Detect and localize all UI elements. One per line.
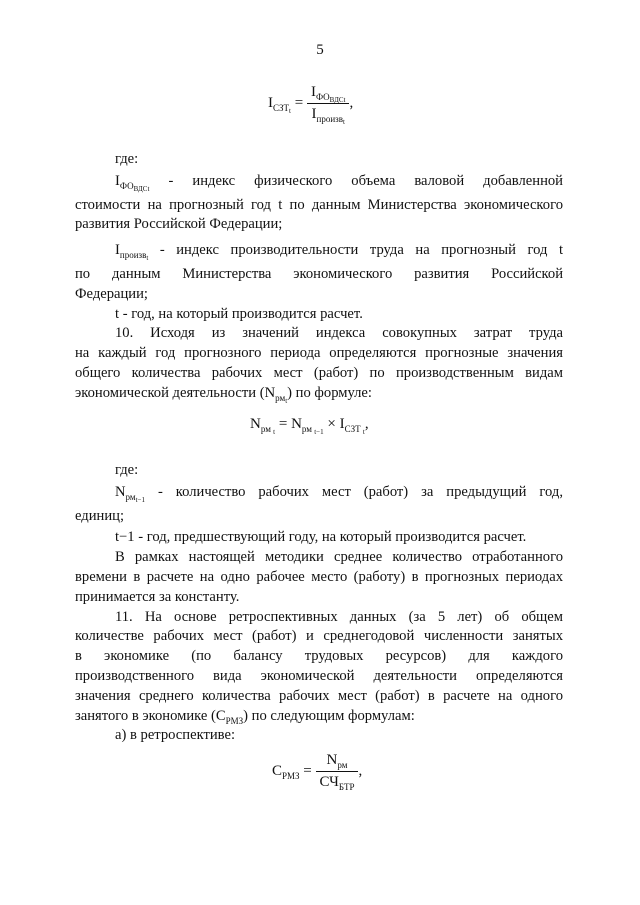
paragraph-11-line3: в экономике (по балансу трудовых ресурсов) для каждого <box>75 648 563 665</box>
paragraph-10-line2: на каждый год прогнозного периода определяются прогнозные значения <box>75 345 563 362</box>
where-label-2: где: <box>115 462 139 478</box>
formula3-lhs: $С_{РМЗ}$ <box>272 762 300 781</box>
formula1-equals: = <box>294 94 304 111</box>
item-a-retrospective: а) в ретроспективе: <box>115 727 235 744</box>
formula3-numerator: $N_{рм}$ <box>316 752 359 772</box>
definition-prev-workplaces-line2: единиц; <box>75 507 125 524</box>
where-label-1: где: <box>115 151 139 167</box>
definition-prev-workplaces: $N_{рм_{t-1}}$ - количество рабочих мест (работ) за предыдущий год, <box>115 483 564 504</box>
definition-productivity-line2: по данным Министерства экономического развития Российской <box>75 265 563 282</box>
formula2-prev: $N_{рм _{t-1}}$ <box>291 416 324 436</box>
formula-workplaces-per-employed: $С_{РМЗ}$ = $\frac{N_{рм}}{СЧ_{БТР}}$ , <box>272 752 363 792</box>
definition-gva-line2: стоимости на прогнозный год t по данным Министерства экономического <box>75 196 563 213</box>
page-number: 5 <box>316 42 324 58</box>
definition-gva-line3: развития Российской Федерации; <box>75 216 283 233</box>
formula1-denominator: $I_{произв_t}$ <box>311 106 345 126</box>
definition-t-minus-1: t−1 - год, предшествующий году, на который производится расчет. <box>115 529 527 546</box>
definition-gva-index: $I_{ФО_{ВДСt}}$ - индекс физического объема валовой добавленной <box>115 172 563 193</box>
gva-index-symbol: $I_{ФО_{ВДСt}}$ <box>115 172 150 193</box>
formula-workplaces: $N_{рм _t} = N_{рм _{t-1}} \times I_{СЗТ _t}$, <box>250 416 369 436</box>
paragraph-const-line2: времени в расчете на одно рабочее место (работу) в прогнозных периодах <box>75 568 563 585</box>
formula1-numerator: $I_{ФО_{ВДСt}}$ <box>307 84 350 104</box>
productivity-index-symbol: $I_{произв_t}$ <box>115 242 149 263</box>
definitions-block-2 <box>75 461 563 746</box>
paragraph-11-line2: количестве рабочих мест (работ) и среднегодовой численности занятых <box>75 628 563 645</box>
formula3-fraction <box>316 752 359 791</box>
definition-productivity-line3: Федерации; <box>75 285 148 302</box>
paragraph-10-line4: экономической деятельности $(N_{рм_t})$ по формуле: <box>75 384 372 405</box>
definition-productivity-index: $I_{произв_t}$ - индекс производительности труда на прогнозный год t <box>115 242 563 263</box>
formula1-comma: , <box>349 94 354 111</box>
paragraph-11-line4: производственного вида экономической деятельности определяются <box>75 667 563 684</box>
formula1-fraction <box>307 84 350 126</box>
paragraph-10-line1: 10. Исходя из значений индекса совокупных затрат труда <box>115 325 563 342</box>
formula1-lhs: $I_{СЗТ_t}$ <box>268 94 291 115</box>
formula2-lhs: $N_{рм _t}$ <box>250 416 276 436</box>
paragraph-const-line3: принимается за константу. <box>75 588 240 605</box>
paragraph-10-line3: общего количества рабочих мест (работ) по производственным видам <box>75 364 563 381</box>
paragraph-11-line6: занятого в экономике $(С_{РМЗ})$ по следующим формулам: <box>75 707 415 726</box>
paragraph-11-line5: значения среднего количества рабочих мест (работ) в расчете на одного <box>75 687 563 704</box>
formula3-denominator: $СЧ_{БТР}$ <box>319 774 355 792</box>
definitions-block-1 <box>75 150 563 404</box>
paragraph-const-line1: В рамках настоящей методики среднее количество отработанного <box>115 549 563 566</box>
prev-workplaces-symbol: $N_{рм_{t-1}}$ <box>115 483 146 504</box>
definition-t: t - год, на который производится расчет. <box>115 305 363 322</box>
formula2-index: $I_{СЗТ _t}$ <box>339 416 365 436</box>
formula-cost-index <box>268 84 354 126</box>
paragraph-11-line1: 11. На основе ретроспективных данных (за 5 лет) об общем <box>115 608 563 625</box>
